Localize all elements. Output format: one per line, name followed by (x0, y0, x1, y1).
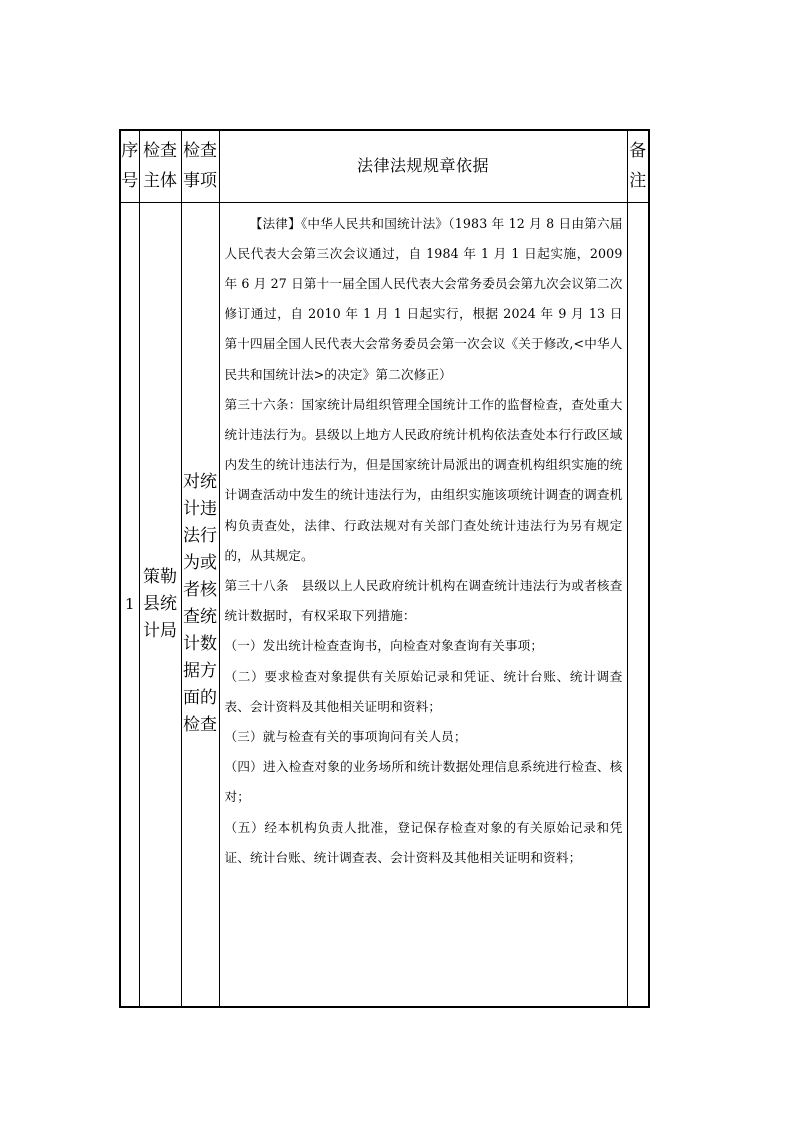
table-row (120, 202, 649, 1007)
header-basis: 法律法规规章依据 (219, 130, 627, 202)
basis-measure-5: （五）经本机构负责人批准，登记保存检查对象的有关原始记录和凭证、统计台账、统计调查表、会计资料及其他相关证明和资料； (224, 819, 623, 865)
header-row (120, 130, 649, 202)
header-seq-line2: 号 (121, 171, 139, 192)
row-seq-cell: 1 (120, 202, 139, 1007)
header-item-line1: 检查 (183, 141, 217, 162)
header-subject-line2: 主体 (143, 171, 177, 192)
basis-article-36: 第三十六条：国家统计局组织管理全国统计工作的监督检查，查处重大统计违法行为。县级以上地方人民政府统计机构依法查处本行行政区域内发生的统计违法行为，但是国家统计局派出的调查机构组织实施的统计调查活动中发生的统计违法行为，由组织实施该项统计调查的调查机构负责查处，法律、行政法规对有关部门查处统计违法行为另有规定的，从其规定。 (224, 396, 623, 563)
basis-measure-3: （三）就与检查有关的事项询问有关人员； (224, 728, 467, 744)
basis-measure-1: （一）发出统计检查查询书，向检查对象查询有关事项； (224, 638, 544, 654)
inspection-table (119, 129, 650, 1008)
header-item (181, 130, 219, 202)
row-remark-cell (627, 202, 649, 1007)
header-seq (120, 130, 139, 202)
basis-measure-4: （四）进入检查对象的业务场所和统计数据处理信息系统进行检查、核对； (224, 759, 623, 805)
basis-measure-2: （二）要求检查对象提供有关原始记录和凭证、统计台账、统计调查表、会计资料及其他相关证明和资料； (224, 668, 623, 714)
header-remark-line2: 注 (629, 171, 647, 192)
header-remark-line1: 备 (629, 141, 647, 162)
row-subject-cell: 策勒县统计局 (139, 202, 181, 1007)
header-subject (139, 130, 181, 202)
header-item-line2: 事项 (183, 171, 217, 192)
basis-law-citation: 【法律】《中华人民共和国统计法》（1983 年 12 月 8 日由第六届人民代表大会第三次会议通过，自 1984 年 1 月 1 日起实施，2009 年 6 月 27 日第十一届全国人民代表大会常务委员会第九次会议第二次修订通过，自 2010 年 1 月 1 日起实行，根据 2024 年 9 月 13 日第十四届全国人民代表大会常务委员会第一次会议《关于修改,<中华人民共和国统计法>的决定》第二次修正） (224, 215, 623, 382)
header-subject-line1: 检查 (143, 141, 177, 162)
row-item-cell: 对统计违法行为或者核查统计数据方面的检查 (181, 202, 219, 1007)
row-basis-cell (219, 202, 627, 1007)
basis-article-38: 第三十八条 县级以上人民政府统计机构在调查统计违法行为或者核查统计数据时，有权采取下列措施： (224, 577, 623, 624)
header-seq-line1: 序 (121, 141, 139, 162)
header-remark (627, 130, 649, 202)
